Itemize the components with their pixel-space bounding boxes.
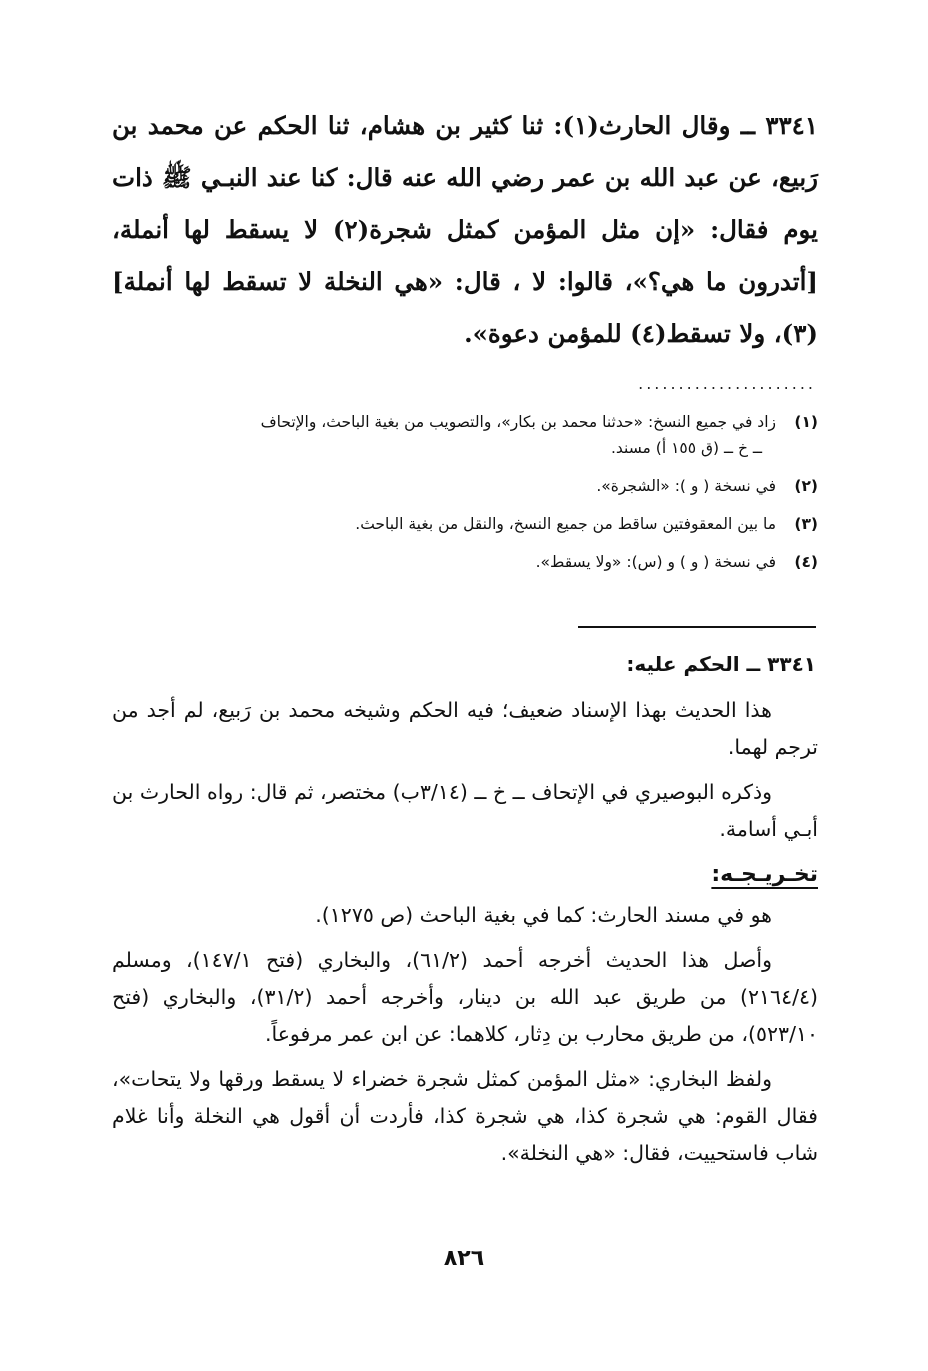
page-number: ٨٢٦ (443, 1246, 485, 1271)
footnote-4 (85, 552, 818, 572)
footnote-3 (85, 514, 818, 534)
footnote-2 (85, 476, 818, 496)
footnote-continuation: ــ خ ــ (ق ١٥٥ أ) مسند. (610, 439, 762, 457)
ruling-paragraph-2: وذكره البوصيري في الإتحاف ــ خ ــ (٣/١٤ب) مختصر، ثم قال: رواه الحارث بن أبـي أسامة. (112, 780, 818, 841)
takhrij-paragraph-2: وأصل هذا الحديث أخرجه أحمد (٦١/٢)، والبخاري (فتح ١٤٧/١)، ومسلم (٢١٦٤/٤) من طريق عبد الله بن دينار، وأخرجه أحمد (٣١/٢)، والبخاري (فتح ٥٢٣/١٠)، من طريق محارب بن دِثار، كلاهما: عن ابن عمر مرفوعاً. (112, 948, 818, 1046)
footnote-text: ما بين المعقوفتين ساقط من جميع النسخ، والنقل من بغية الباحث. (355, 515, 776, 533)
takhrij-title: تخـريـجـه: (711, 862, 818, 887)
footnote-number: (٤) (794, 553, 818, 571)
footnote-text: في نسخة ( و ) و (س): «ولا يسقط». (535, 553, 776, 571)
hadith-text: ٣٣٤١ ــ وقال الحارث(١): ثنا كثير بن هشام، ثنا الحكم عن محمد بن رَبيع، عن عبد الله بن عمر رضي الله عنه قال: كنا عند النبـي ﷺ ذات يوم فقال: «إن مثل المؤمن كمثل شجرة(٢) لا يسقط لها أنملة، [أتدرون ما هي؟»، قالوا: لا ، قال: «هي النخلة لا تسقط لها أنملة](٣)، ولا تسقط(٤) للمؤمن دعوة». (112, 111, 818, 348)
ruling-title: ٣٣٤١ ــ الحكم عليه: (626, 652, 816, 676)
footnote-1 (85, 412, 818, 458)
footnotes-list (85, 412, 818, 590)
takhrij-paragraph-3: ولفظ البخاري: «مثل المؤمن كمثل شجرة خضراء لا يسقط ورقها ولا يتحات»، فقال القوم: هي شجرة كذا، هي شجرة كذا، فأردت أن أقول هي النخلة وأنا غلام شاب فاستحييت، فقال: «هي النخلة». (112, 1067, 818, 1165)
footnote-text: زاد في جميع النسخ: «حدثنا محمد بن بكار»، والتصويب من بغية الباحث، والإتحاف (260, 413, 776, 431)
commentary-body (112, 692, 818, 1180)
footnote-number: (١) (794, 413, 818, 431)
section-divider (578, 626, 816, 628)
footnote-text: في نسخة ( و ): «الشجرة». (596, 477, 776, 495)
footnote-number: (٣) (794, 515, 818, 533)
takhrij-paragraph-1: هو في مسند الحارث: كما في بغية الباحث (ص ١٢٧٥). (315, 903, 772, 927)
ruling-paragraph-1: هذا الحديث بهذا الإسناد ضعيف؛ فيه الحكم وشيخه محمد بن رَبيع، لم أجد من ترجم لهما. (112, 698, 818, 759)
footnote-separator-dots: ...................... (638, 374, 816, 393)
footnote-number: (٢) (794, 477, 818, 495)
